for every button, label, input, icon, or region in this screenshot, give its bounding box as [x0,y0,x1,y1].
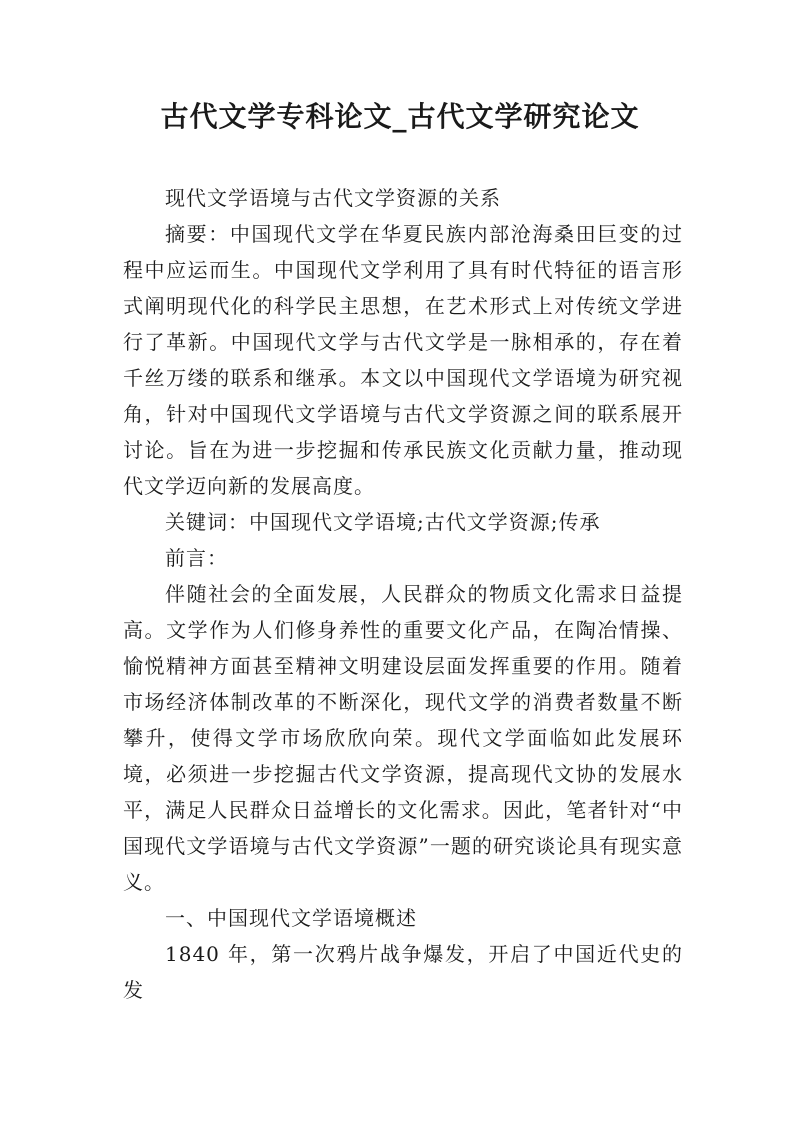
keywords-paragraph: 关键词：中国现代文学语境;古代文学资源;传承 [165,510,601,534]
document-body [123,180,683,1008]
preface-heading: 前言： [165,546,228,570]
abstract-paragraph: 摘要：中国现代文学在华夏民族内部沧海桑田巨变的过程中应运而生。中国现代文学利用了具有时代特征的语言形式阐明现代化的科学民主思想，在艺术形式上对传统文学进行了革新。中国现代文学与古代文学是一脉相承的，存在着千丝万缕的联系和继承。本文以中国现代文学语境为研究视角，针对中国现代文学语境与古代文学资源之间的联系展开讨论。旨在为进一步挖掘和传承民族文化贡献力量，推动现代文学迈向新的发展高度。 [123,222,683,498]
preface-paragraph: 伴随社会的全面发展，人民群众的物质文化需求日益提高。文学作为人们修身养性的重要文化产品，在陶冶情操、愉悦精神方面甚至精神文明建设层面发挥重要的作用。随着市场经济体制改革的不断深化，现代文学的消费者数量不断攀升，使得文学市场欣欣向荣。现代文学面临如此发展环境，必须进一步挖掘古代文学资源，提高现代文协的发展水平，满足人民群众日益增长的文化需求。因此，笔者针对“中国现代文学语境与古代文学资源”一题的研究谈论具有现实意义。 [123,582,683,894]
section-heading: 一、中国现代文学语境概述 [165,906,417,930]
section-subtitle: 现代文学语境与古代文学资源的关系 [165,186,501,210]
document-title: 古代文学专科论文_古代文学研究论文 [160,100,640,133]
body-paragraph: 1840 年，第一次鸦片战争爆发，开启了中国近代史的发 [123,942,683,1002]
